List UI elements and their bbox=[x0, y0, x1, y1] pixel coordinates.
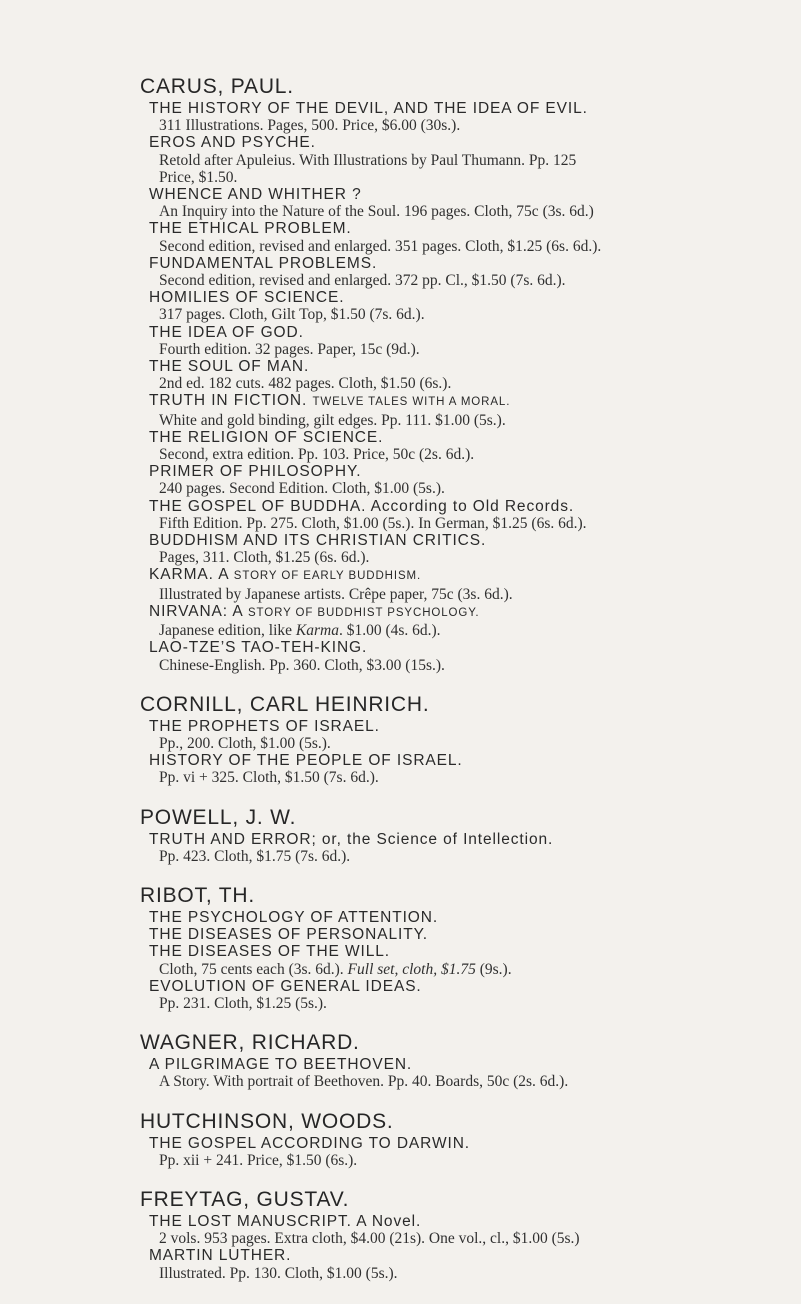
author-name: POWELL, J. W. bbox=[140, 805, 297, 829]
italic-text: Karma bbox=[295, 622, 339, 640]
book-title-main: TRUTH IN FICTION. bbox=[149, 392, 308, 410]
book-details: 317 pages. Cloth, Gilt Top, $1.50 (7s. 6d.). bbox=[159, 306, 425, 324]
book-title bbox=[149, 463, 780, 480]
book-entry bbox=[149, 134, 780, 186]
book-entry bbox=[149, 289, 780, 323]
author-name: CORNILL, CARL HEINRICH. bbox=[140, 692, 430, 716]
book-entry bbox=[149, 566, 780, 602]
book-title-main: WHENCE AND WHITHER ? bbox=[149, 186, 362, 204]
book-title bbox=[149, 566, 780, 585]
book-details: Pp., 200. Cloth, $1.00 (5s.). bbox=[159, 734, 331, 752]
book-subtitle-smallcaps: STORY OF EARLY BUDDHISM. bbox=[233, 570, 422, 583]
book-subtitle: A Novel. bbox=[356, 1212, 422, 1230]
book-subtitle: A bbox=[232, 602, 243, 620]
book-details: A Story. With portrait of Beethoven. Pp. 40. Boards, 50c (2s. 6d.). bbox=[159, 1073, 569, 1091]
book-title bbox=[149, 429, 780, 446]
book-entry bbox=[149, 831, 780, 865]
book-title bbox=[149, 1056, 780, 1073]
book-title bbox=[149, 1135, 780, 1152]
author-section bbox=[140, 885, 780, 1012]
book-details: Japanese edition, like Karma. $1.00 (4s. 6d.). bbox=[159, 622, 441, 640]
book-details: Fourth edition. 32 pages. Paper, 15c (9d.). bbox=[159, 340, 420, 358]
book-entry bbox=[149, 100, 780, 134]
book-title bbox=[149, 1213, 780, 1230]
book-entry bbox=[149, 1135, 780, 1169]
book-title-main: BUDDHISM AND ITS CHRISTIAN CRITICS. bbox=[149, 532, 487, 550]
book-title bbox=[149, 943, 780, 960]
book-title bbox=[149, 498, 780, 515]
book-entry bbox=[149, 926, 780, 943]
book-title-main: THE DISEASES OF THE WILL. bbox=[149, 943, 390, 961]
author-section bbox=[140, 1111, 780, 1169]
book-title-main: MARTIN LUTHER. bbox=[149, 1247, 292, 1265]
book-entry bbox=[149, 392, 780, 428]
author-section bbox=[140, 76, 780, 674]
book-details: Second edition, revised and enlarged. 351 pages. Cloth, $1.25 (6s. 6d.). bbox=[159, 237, 602, 255]
author-name: WAGNER, RICHARD. bbox=[140, 1031, 360, 1055]
book-title-main: EVOLUTION OF GENERAL IDEAS. bbox=[149, 977, 422, 995]
author-name: RIBOT, TH. bbox=[140, 883, 255, 907]
book-title bbox=[149, 392, 780, 411]
book-details: Second, extra edition. Pp. 103. Price, 50c (2s. 6d.). bbox=[159, 446, 475, 464]
book-details: Pp. xii + 241. Price, $1.50 (6s.). bbox=[159, 1151, 358, 1169]
book-title-main: THE PSYCHOLOGY OF ATTENTION. bbox=[149, 908, 439, 926]
book-details: Pages, 311. Cloth, $1.25 (6s. 6d.). bbox=[159, 549, 370, 567]
book-details: Chinese-English. Pp. 360. Cloth, $3.00 (15s.). bbox=[159, 656, 445, 674]
book-entry bbox=[149, 429, 780, 463]
book-title-main: TRUTH AND ERROR; bbox=[149, 830, 317, 848]
book-title bbox=[149, 358, 780, 375]
book-title bbox=[149, 639, 780, 656]
book-title-main: THE GOSPEL OF BUDDHA. bbox=[149, 497, 367, 515]
book-details: Illustrated. Pp. 130. Cloth, $1.00 (5s.). bbox=[159, 1264, 398, 1282]
book-subtitle: A bbox=[218, 566, 229, 584]
book-title bbox=[149, 603, 780, 622]
book-title-main: FUNDAMENTAL PROBLEMS. bbox=[149, 254, 378, 272]
book-title-main: THE IDEA OF GOD. bbox=[149, 323, 304, 341]
book-entry bbox=[149, 532, 780, 566]
book-title-main: THE LOST MANUSCRIPT. bbox=[149, 1212, 352, 1230]
book-title bbox=[149, 1247, 780, 1264]
book-details: An Inquiry into the Nature of the Soul. 196 pages. Cloth, 75c (3s. 6d.) bbox=[159, 203, 594, 221]
book-title-main: HISTORY OF THE PEOPLE OF ISRAEL. bbox=[149, 752, 463, 770]
book-entry bbox=[149, 943, 780, 977]
author-section bbox=[140, 807, 780, 865]
book-title-main: KARMA. bbox=[149, 566, 214, 584]
book-details: Second edition, revised and enlarged. 372 pp. Cl., $1.50 (7s. 6d.). bbox=[159, 272, 566, 290]
book-title bbox=[149, 978, 780, 995]
book-title-main: A PILGRIMAGE TO BEETHOVEN. bbox=[149, 1056, 413, 1074]
book-entry bbox=[149, 220, 780, 254]
book-entry bbox=[149, 752, 780, 786]
book-title bbox=[149, 255, 780, 272]
book-details: Cloth, 75 cents each (3s. 6d.). Full set, cloth, $1.75 (9s.). bbox=[159, 960, 512, 978]
book-entry bbox=[149, 718, 780, 752]
book-title-main: LAO-TZE’S TAO-TEH-KING. bbox=[149, 639, 368, 657]
book-title-main: HOMILIES OF SCIENCE. bbox=[149, 289, 345, 307]
book-title bbox=[149, 718, 780, 735]
book-details: White and gold binding, gilt edges. Pp. 111. $1.00 (5s.). bbox=[159, 411, 506, 429]
book-title-main: THE SOUL OF MAN. bbox=[149, 358, 310, 376]
book-entry bbox=[149, 358, 780, 392]
book-subtitle-smallcaps: TWELVE TALES WITH A MORAL. bbox=[312, 396, 511, 409]
book-title-main: THE ETHICAL PROBLEM. bbox=[149, 220, 352, 238]
book-entry bbox=[149, 498, 780, 532]
book-title-main: THE HISTORY OF THE DEVIL, AND THE IDEA OF EVIL. bbox=[149, 100, 588, 117]
book-subtitle-smallcaps: STORY OF BUDDHIST PSYCHOLOGY. bbox=[247, 606, 480, 619]
italic-text: Full set, cloth, $1.75 bbox=[347, 960, 476, 978]
book-details: Pp. 231. Cloth, $1.25 (5s.). bbox=[159, 994, 327, 1012]
author-section bbox=[140, 1032, 780, 1090]
book-details: Fifth Edition. Pp. 275. Cloth, $1.00 (5s.). In German, $1.25 (6s. 6d.). bbox=[159, 514, 587, 532]
book-entry bbox=[149, 603, 780, 639]
book-title bbox=[149, 186, 780, 203]
book-entry bbox=[149, 463, 780, 497]
book-title-main: PRIMER OF PHILOSOPHY. bbox=[149, 463, 362, 481]
book-entry bbox=[149, 639, 780, 673]
book-details: Price, $1.50. bbox=[159, 168, 238, 186]
book-entry bbox=[149, 255, 780, 289]
book-title-main: THE RELIGION OF SCIENCE. bbox=[149, 428, 384, 446]
book-details: Pp. vi + 325. Cloth, $1.50 (7s. 6d.). bbox=[159, 769, 379, 787]
book-details: Illustrated by Japanese artists. Crêpe paper, 75c (3s. 6d.). bbox=[159, 585, 513, 603]
book-title bbox=[149, 289, 780, 306]
book-entry bbox=[149, 324, 780, 358]
book-title bbox=[149, 831, 780, 848]
book-entry bbox=[149, 186, 780, 220]
book-title bbox=[149, 752, 780, 769]
author-section bbox=[140, 694, 780, 787]
book-details: Retold after Apuleius. With Illustrations by Paul Thumann. Pp. 125 bbox=[159, 151, 577, 169]
book-title bbox=[149, 909, 780, 926]
book-entry bbox=[149, 1213, 780, 1247]
book-title bbox=[149, 532, 780, 549]
book-details: 2 vols. 953 pages. Extra cloth, $4.00 (21s). One vol., cl., $1.00 (5s.) bbox=[159, 1230, 580, 1248]
author-name: HUTCHINSON, WOODS. bbox=[140, 1109, 394, 1133]
author-section bbox=[140, 1189, 780, 1282]
book-details: 240 pages. Second Edition. Cloth, $1.00 (5s.). bbox=[159, 480, 445, 498]
book-catalog bbox=[140, 76, 780, 1302]
book-title-main: EROS AND PSYCHE. bbox=[149, 134, 316, 152]
book-title bbox=[149, 134, 780, 151]
book-title-main: THE PROPHETS OF ISRAEL. bbox=[149, 717, 380, 735]
book-title-main: THE DISEASES OF PERSONALITY. bbox=[149, 926, 429, 944]
book-title bbox=[149, 324, 780, 341]
book-entry bbox=[149, 978, 780, 1012]
author-name: CARUS, PAUL. bbox=[140, 75, 294, 98]
book-details: 311 Illustrations. Pages, 500. Price, $6.00 (30s.). bbox=[159, 117, 461, 135]
book-details: Pp. 423. Cloth, $1.75 (7s. 6d.). bbox=[159, 847, 351, 865]
author-name: FREYTAG, GUSTAV. bbox=[140, 1187, 350, 1211]
book-subtitle: According to Old Records. bbox=[370, 497, 575, 515]
book-title-main: NIRVANA: bbox=[149, 602, 228, 620]
book-entry bbox=[149, 909, 780, 926]
book-title bbox=[149, 220, 780, 237]
book-subtitle: or, the Science of Intellection. bbox=[321, 830, 554, 848]
book-entry bbox=[149, 1056, 780, 1090]
book-details: 2nd ed. 182 cuts. 482 pages. Cloth, $1.50 (6s.). bbox=[159, 375, 452, 393]
book-title bbox=[149, 100, 780, 117]
book-title bbox=[149, 926, 780, 943]
book-title-main: THE GOSPEL ACCORDING TO DARWIN. bbox=[149, 1134, 471, 1152]
book-entry bbox=[149, 1247, 780, 1281]
